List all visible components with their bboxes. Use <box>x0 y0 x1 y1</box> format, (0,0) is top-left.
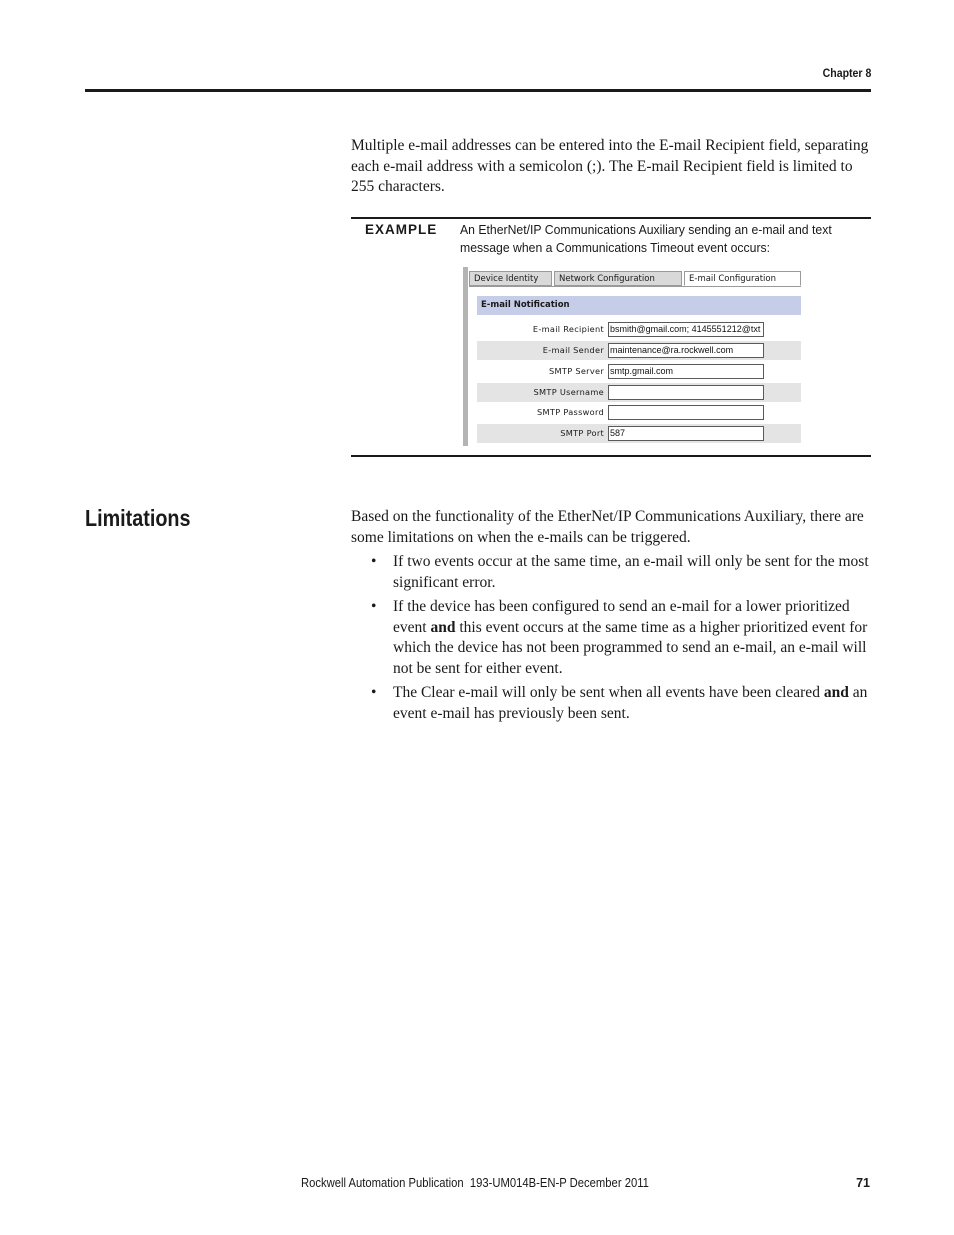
example-description-line2: message when a Communications Timeout event occurs: <box>460 240 771 255</box>
email-recipient-field[interactable]: bsmith@gmail.com; 4145551212@txt <box>608 322 764 337</box>
bullet-1-text: If two events occur at the same time, an e-mail will only be sent for the most significant error. <box>393 553 869 591</box>
email-notification-section-title: E-mail Notification <box>477 296 801 315</box>
footer-publication: Rockwell Automation Publication 193-UM014B-EN-P December 2011 <box>301 1176 649 1190</box>
bullet-3-text-after: an event e-mail has previously been sent. <box>393 684 868 722</box>
list-item <box>368 552 871 593</box>
email-configuration-screenshot <box>463 267 801 446</box>
limitations-list <box>368 552 871 728</box>
email-sender-field[interactable]: maintenance@ra.rockwell.com <box>608 343 764 358</box>
limitations-heading: Limitations <box>85 505 191 531</box>
smtp-server-field[interactable]: smtp.gmail.com <box>608 364 764 379</box>
limitations-intro: Based on the functionality of the EtherNet/IP Communications Auxiliary, there are some limitations on when the e-mails can be triggered. <box>351 508 864 546</box>
smtp-port-label: SMTP Port <box>560 428 604 438</box>
intro-paragraph: Multiple e-mail addresses can be entered into the E-mail Recipient field, separating each e-mail address with a semicolon (;). The E-mail Recipient field is limited to 255 characters. <box>351 137 869 195</box>
smtp-server-label: SMTP Server <box>549 366 604 376</box>
chapter-label: Chapter 8 <box>822 66 871 80</box>
smtp-username-field[interactable] <box>608 385 764 400</box>
tab-email-configuration[interactable]: E-mail Configuration <box>684 271 801 286</box>
bullet-3-bold: and <box>823 684 849 701</box>
email-recipient-row <box>477 320 801 339</box>
example-description <box>460 221 835 257</box>
header-rule <box>85 89 871 92</box>
smtp-password-field[interactable] <box>608 405 764 420</box>
email-recipient-label: E-mail Recipient <box>532 324 604 334</box>
page-number: 71 <box>856 1176 870 1190</box>
smtp-username-row <box>477 383 801 402</box>
email-sender-row <box>477 341 801 360</box>
bullet-2-bold: and <box>430 618 456 636</box>
screenshot-tab-bar <box>469 271 801 287</box>
tab-network-configuration[interactable]: Network Configuration <box>554 271 682 286</box>
example-description-line1: An EtherNet/IP Communications Auxiliary sending an e-mail and text <box>460 222 832 237</box>
screenshot-left-frame <box>463 267 468 446</box>
bullet-2-text-before: If the device has been configured to send an e-mail for a lower prioritized event <box>393 598 850 636</box>
smtp-password-label: SMTP Password <box>537 407 604 417</box>
smtp-port-row <box>477 424 801 443</box>
example-bottom-rule <box>351 455 871 457</box>
tab-device-identity[interactable]: Device Identity <box>469 271 552 286</box>
example-label: EXAMPLE <box>365 222 438 237</box>
smtp-password-row <box>477 403 801 422</box>
bullet-3-text-before: The Clear e-mail will only be sent when all events have been cleared <box>393 684 824 701</box>
smtp-port-field[interactable]: 587 <box>608 426 764 441</box>
smtp-server-row <box>477 362 801 381</box>
email-sender-label: E-mail Sender <box>542 345 604 355</box>
bullet-2-text-after: this event occurs at the same time as a higher prioritized event for which the device has not been programmed to send an e-mail, an e-mail will not be sent for either event. <box>393 618 868 677</box>
list-item <box>368 597 871 679</box>
smtp-username-label: SMTP Username <box>533 387 604 397</box>
tab-baseline <box>469 286 801 287</box>
example-top-rule <box>351 217 871 219</box>
list-item <box>368 683 871 724</box>
